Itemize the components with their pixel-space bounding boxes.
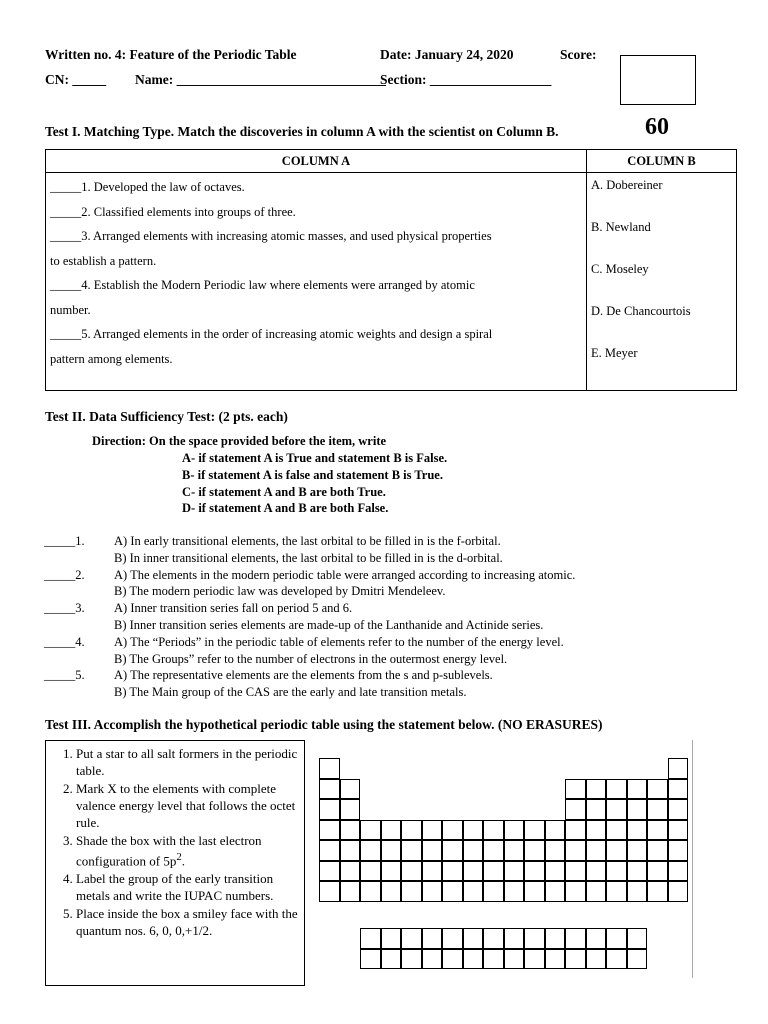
worksheet-title: Written no. 4: Feature of the Periodic Table <box>45 47 297 62</box>
item-3-statement-b: B) Inner transition series elements are made-up of the Lanthanide and Actinide series. <box>114 618 544 632</box>
element-box[interactable] <box>381 881 402 902</box>
element-box[interactable] <box>422 861 443 882</box>
element-box[interactable] <box>442 881 463 902</box>
element-box[interactable] <box>319 820 340 841</box>
f-block-box[interactable] <box>606 928 627 949</box>
instruction-text: Shade the box with the last electron configuration of 5p <box>76 833 262 869</box>
instructions-list <box>46 741 304 939</box>
element-box[interactable] <box>606 820 627 841</box>
score-box[interactable] <box>620 55 696 105</box>
column-a-line: pattern among elements. <box>50 351 173 366</box>
element-box[interactable] <box>504 881 525 902</box>
element-box[interactable] <box>647 820 668 841</box>
column-a-line: _____4. Establish the Modern Periodic law where elements were arranged by atomic <box>50 278 475 292</box>
element-box[interactable] <box>668 881 689 902</box>
column-b-header: COLUMN B <box>587 150 737 173</box>
f-block-box[interactable] <box>442 928 463 949</box>
element-box[interactable] <box>627 861 648 882</box>
element-box[interactable] <box>381 861 402 882</box>
element-box[interactable] <box>524 861 545 882</box>
test2-direction: Direction: On the space provided before the item, write <box>92 434 387 448</box>
element-box[interactable] <box>627 840 648 861</box>
element-box[interactable] <box>319 861 340 882</box>
element-box[interactable] <box>360 840 381 861</box>
column-a-cell <box>46 173 587 391</box>
element-box[interactable] <box>586 799 607 820</box>
item-3-blank[interactable]: _____3. <box>44 601 85 615</box>
element-box[interactable] <box>340 840 361 861</box>
f-block-box[interactable] <box>545 928 566 949</box>
column-a-line: number. <box>50 302 91 317</box>
element-box[interactable] <box>627 881 648 902</box>
element-box[interactable] <box>668 758 689 779</box>
f-block-box[interactable] <box>422 928 443 949</box>
element-box[interactable] <box>668 861 689 882</box>
element-box[interactable] <box>606 881 627 902</box>
divider-line <box>692 740 693 978</box>
element-box[interactable] <box>483 820 504 841</box>
instruction-item: 4. Label the group of the early transition metals and write the IUPAC numbers. <box>76 870 298 904</box>
element-box[interactable] <box>565 799 586 820</box>
element-box[interactable] <box>524 840 545 861</box>
element-box[interactable] <box>360 861 381 882</box>
f-block-box[interactable] <box>483 928 504 949</box>
f-block-box[interactable] <box>545 949 566 970</box>
f-block-box[interactable] <box>586 928 607 949</box>
f-block-box[interactable] <box>463 949 484 970</box>
column-a-line: _____5. Arranged elements in the order of increasing atomic weights and design a spiral <box>50 327 493 341</box>
f-block-box[interactable] <box>627 949 648 970</box>
superscript: 2 <box>176 851 182 863</box>
item-5-blank[interactable]: _____5. <box>44 668 85 682</box>
f-block-box[interactable] <box>565 928 586 949</box>
element-box[interactable] <box>381 840 402 861</box>
element-box[interactable] <box>565 779 586 800</box>
element-box[interactable] <box>442 840 463 861</box>
f-block-box[interactable] <box>401 949 422 970</box>
element-box[interactable] <box>545 881 566 902</box>
element-box[interactable] <box>504 840 525 861</box>
element-box[interactable] <box>545 861 566 882</box>
item-4-statement-b: B) The Groups” refer to the number of electrons in the outermost energy level. <box>114 652 508 666</box>
item-4-statement-a: A) The “Periods” in the periodic table of elements refer to the number of the energy level. <box>114 635 564 649</box>
item-5-statement-b: B) The Main group of the CAS are the early and late transition metals. <box>114 685 467 699</box>
item-2-statement-a: A) The elements in the modern periodic table were arranged according to increasing atomic. <box>114 568 576 582</box>
element-box[interactable] <box>360 820 381 841</box>
element-box[interactable] <box>319 881 340 902</box>
date-label: Date: January 24, 2020 <box>380 47 514 62</box>
test2-title-text: Test II. Data Sufficiency Test: <box>45 409 219 424</box>
element-box[interactable] <box>606 799 627 820</box>
element-box[interactable] <box>647 799 668 820</box>
element-box[interactable] <box>483 840 504 861</box>
element-box[interactable] <box>340 881 361 902</box>
element-box[interactable] <box>565 840 586 861</box>
element-box[interactable] <box>586 861 607 882</box>
instructions-box <box>45 740 305 986</box>
test1-title: Test I. Matching Type. Match the discoveries in column A with the scientist on Column B. <box>45 124 559 139</box>
element-box[interactable] <box>319 799 340 820</box>
element-box[interactable] <box>381 820 402 841</box>
element-box[interactable] <box>504 820 525 841</box>
element-box[interactable] <box>545 820 566 841</box>
item-2-statement-b: B) The modern periodic law was developed by Dmitri Mendeleev. <box>114 584 446 598</box>
element-box[interactable] <box>463 820 484 841</box>
element-box[interactable] <box>606 840 627 861</box>
element-box[interactable] <box>422 840 443 861</box>
f-block-box[interactable] <box>504 928 525 949</box>
element-box[interactable] <box>401 820 422 841</box>
column-b-cell <box>587 173 737 391</box>
f-block-box[interactable] <box>442 949 463 970</box>
element-box[interactable] <box>606 779 627 800</box>
element-box[interactable] <box>483 861 504 882</box>
item-4-blank[interactable]: _____4. <box>44 635 85 649</box>
element-box[interactable] <box>401 840 422 861</box>
f-block-box[interactable] <box>565 949 586 970</box>
element-box[interactable] <box>627 779 648 800</box>
f-block-box[interactable] <box>504 949 525 970</box>
element-box[interactable] <box>360 881 381 902</box>
element-box[interactable] <box>319 840 340 861</box>
scientist-item: E. Meyer <box>591 346 638 360</box>
element-box[interactable] <box>463 861 484 882</box>
element-box[interactable] <box>565 820 586 841</box>
item-1-blank[interactable]: _____1. <box>44 534 85 548</box>
instruction-item: 2. Mark X to the elements with complete valence energy level that follows the octet rule. <box>76 780 298 831</box>
element-box[interactable] <box>340 820 361 841</box>
f-block-box[interactable] <box>360 949 381 970</box>
element-box[interactable] <box>647 861 668 882</box>
instruction-item: 1. Put a star to all salt formers in the periodic table. <box>76 745 298 779</box>
scientist-item: D. De Chancourtois <box>591 304 691 318</box>
option-a: A- if statement A is True and statement B is False. <box>182 451 448 465</box>
f-block-box[interactable] <box>463 928 484 949</box>
element-box[interactable] <box>319 779 340 800</box>
f-block-box[interactable] <box>586 949 607 970</box>
element-box[interactable] <box>668 820 689 841</box>
element-box[interactable] <box>524 881 545 902</box>
item-2-blank[interactable]: _____2. <box>44 568 85 582</box>
f-block-box[interactable] <box>381 949 402 970</box>
f-block-box[interactable] <box>524 928 545 949</box>
matching-table <box>45 149 737 391</box>
test3-title: Test III. Accomplish the hypothetical periodic table using the statement below. (NO ERASURES) <box>45 717 603 732</box>
column-a-line: to establish a pattern. <box>50 253 157 268</box>
element-box[interactable] <box>668 799 689 820</box>
option-d: D- if statement A and B are both False. <box>182 501 389 515</box>
column-a-line: _____3. Arranged elements with increasing atomic masses, and used physical properties <box>50 229 492 243</box>
scientist-item: C. Moseley <box>591 262 649 276</box>
element-box[interactable] <box>627 820 648 841</box>
element-box[interactable] <box>340 799 361 820</box>
element-box[interactable] <box>586 779 607 800</box>
f-block-box[interactable] <box>606 949 627 970</box>
element-box[interactable] <box>319 758 340 779</box>
element-box[interactable] <box>442 861 463 882</box>
scientist-item: B. Newland <box>591 220 651 234</box>
scientist-item: A. Dobereiner <box>591 178 663 192</box>
item-1-statement-a: A) In early transitional elements, the last orbital to be filled in is the f-orbital. <box>114 534 501 548</box>
f-block-box[interactable] <box>422 949 443 970</box>
element-box[interactable] <box>340 861 361 882</box>
f-block-box[interactable] <box>360 928 381 949</box>
element-box[interactable] <box>565 881 586 902</box>
item-5-statement-a: A) The representative elements are the elements from the s and p-sublevels. <box>114 668 493 682</box>
element-box[interactable] <box>545 840 566 861</box>
instruction-suffix: . <box>181 853 186 869</box>
element-box[interactable] <box>606 861 627 882</box>
instruction-item <box>76 832 298 869</box>
test2-points: (2 pts. each) <box>218 409 288 424</box>
f-block-box[interactable] <box>524 949 545 970</box>
element-box[interactable] <box>586 820 607 841</box>
item-1-statement-b: B) In inner transitional elements, the last orbital to be filled in is the d-orbital. <box>114 551 503 565</box>
f-block-box[interactable] <box>627 928 648 949</box>
instruction-item: 5. Place inside the box a smiley face with the quantum nos. 6, 0, 0,+1/2. <box>76 905 298 939</box>
f-block-box[interactable] <box>483 949 504 970</box>
section-field[interactable]: Section: __________________ <box>380 72 552 87</box>
element-box[interactable] <box>463 881 484 902</box>
element-box[interactable] <box>586 840 607 861</box>
total-score: 60 <box>645 114 669 140</box>
element-box[interactable] <box>463 840 484 861</box>
option-b: B- if statement A is false and statement B is True. <box>182 468 443 482</box>
test2-title <box>45 409 288 425</box>
element-box[interactable] <box>647 840 668 861</box>
element-box[interactable] <box>647 779 668 800</box>
item-3-statement-a: A) Inner transition series fall on period 5 and 6. <box>114 601 353 615</box>
element-box[interactable] <box>647 881 668 902</box>
element-box[interactable] <box>668 840 689 861</box>
element-box[interactable] <box>524 820 545 841</box>
element-box[interactable] <box>422 881 443 902</box>
option-c: C- if statement A and B are both True. <box>182 485 386 499</box>
element-box[interactable] <box>483 881 504 902</box>
element-box[interactable] <box>442 820 463 841</box>
column-a-line: _____1. Developed the law of octaves. <box>50 180 245 194</box>
element-box[interactable] <box>401 861 422 882</box>
element-box[interactable] <box>422 820 443 841</box>
score-label: Score: <box>560 47 597 62</box>
cn-field[interactable]: CN: _____ <box>45 72 107 87</box>
element-box[interactable] <box>565 861 586 882</box>
f-block-box[interactable] <box>381 928 402 949</box>
element-box[interactable] <box>504 861 525 882</box>
element-box[interactable] <box>340 779 361 800</box>
element-box[interactable] <box>627 799 648 820</box>
column-a-line: _____2. Classified elements into groups of three. <box>50 204 296 219</box>
f-block-box[interactable] <box>401 928 422 949</box>
element-box[interactable] <box>401 881 422 902</box>
element-box[interactable] <box>668 779 689 800</box>
name-field[interactable]: Name: _______________________________ <box>135 72 386 87</box>
element-box[interactable] <box>586 881 607 902</box>
column-a-header: COLUMN A <box>46 150 587 173</box>
